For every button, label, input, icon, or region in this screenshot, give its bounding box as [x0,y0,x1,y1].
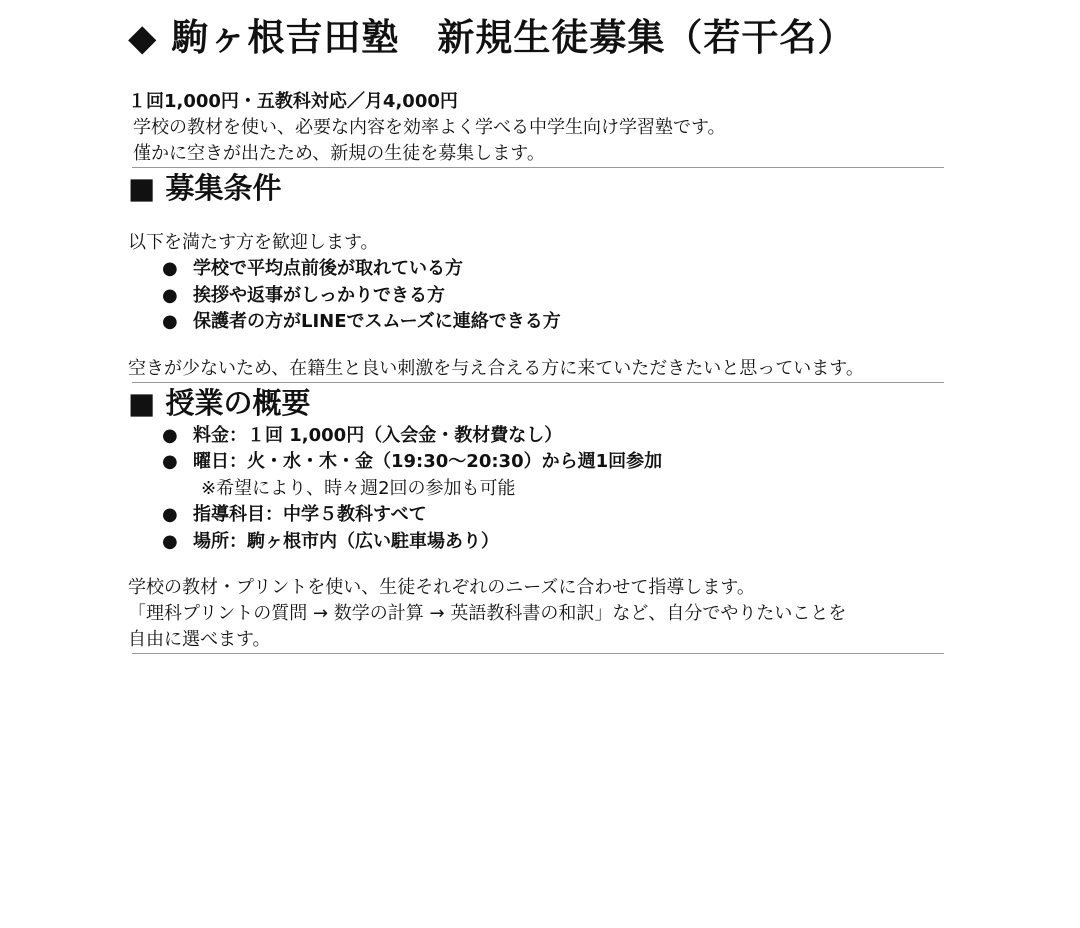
list-item-text: 学校で平均点前後が取れている方 [193,258,463,279]
intro-vacancy-note: 僅かに空きが出たため、新規の生徒を募集します。 [133,143,545,164]
section-divider [132,653,944,654]
requirements-list [128,256,948,336]
list-item [128,309,948,336]
list-item [128,449,948,502]
list-item [128,283,948,310]
bullet-icon: ● [162,311,178,332]
requirements-lead: 以下を満たす方を歓迎します。 [128,232,379,253]
overview-body-line: 自由に選べます。 [128,629,271,650]
requirements-note: 空きが少ないため、在籍生と良い刺激を与え合える方に来ていただきたいと思っています。 [128,357,864,379]
list-item [128,529,948,556]
overview-list [128,423,948,556]
overview-body-line: 「理科プリントの質問 → 数学の計算 → 英語教科書の和訳」など、自分でやりたいことを [128,603,847,624]
list-item-text: 挨拶や返事がしっかりできる方 [193,284,445,306]
bullet-icon: ● [162,424,178,446]
overview-section [128,383,948,654]
list-item [128,423,948,450]
intro-description: 学校の教材を使い、必要な内容を効率よく学べる中学生向け学習塾です。 [133,117,726,138]
bullet-icon: ● [162,530,178,552]
list-item-text: 場所：駒ヶ根市内（広い駐車場あり） [193,530,499,552]
list-item-text: 料金：１回 1,000円（入会金・教材費なし） [193,424,563,446]
schedule-note: ※希望により、時々週2回の参加も可能 [201,477,516,499]
bullet-icon: ● [162,258,178,279]
requirements-heading: ■ 募集条件 [128,171,282,205]
overview-body [128,575,948,653]
list-item-text: 曜日：火・水・木・金（19:30〜20:30）から週1回参加 [193,451,663,472]
price-summary: １回1,000円・五教科対応／月4,000円 [128,91,458,112]
list-item [128,256,948,283]
overview-body-line: 学校の教材・プリントを使い、生徒それぞれのニーズに合わせて指導します。 [128,577,755,598]
list-item [128,502,948,529]
list-item-text: 保護者の方がLINEでスムーズに連絡できる方 [193,311,561,332]
requirements-section [128,168,948,382]
intro-block [128,89,948,167]
list-item-text: 指導科目：中学５教科すべて [193,504,427,525]
document [128,10,948,654]
overview-heading: ■ 授業の概要 [128,385,311,420]
bullet-icon: ● [162,451,178,472]
bullet-icon: ● [162,504,178,525]
page-title: ◆ 駒ヶ根吉田塾 新規生徒募集（若干名） [128,16,856,59]
bullet-icon: ● [162,284,178,306]
